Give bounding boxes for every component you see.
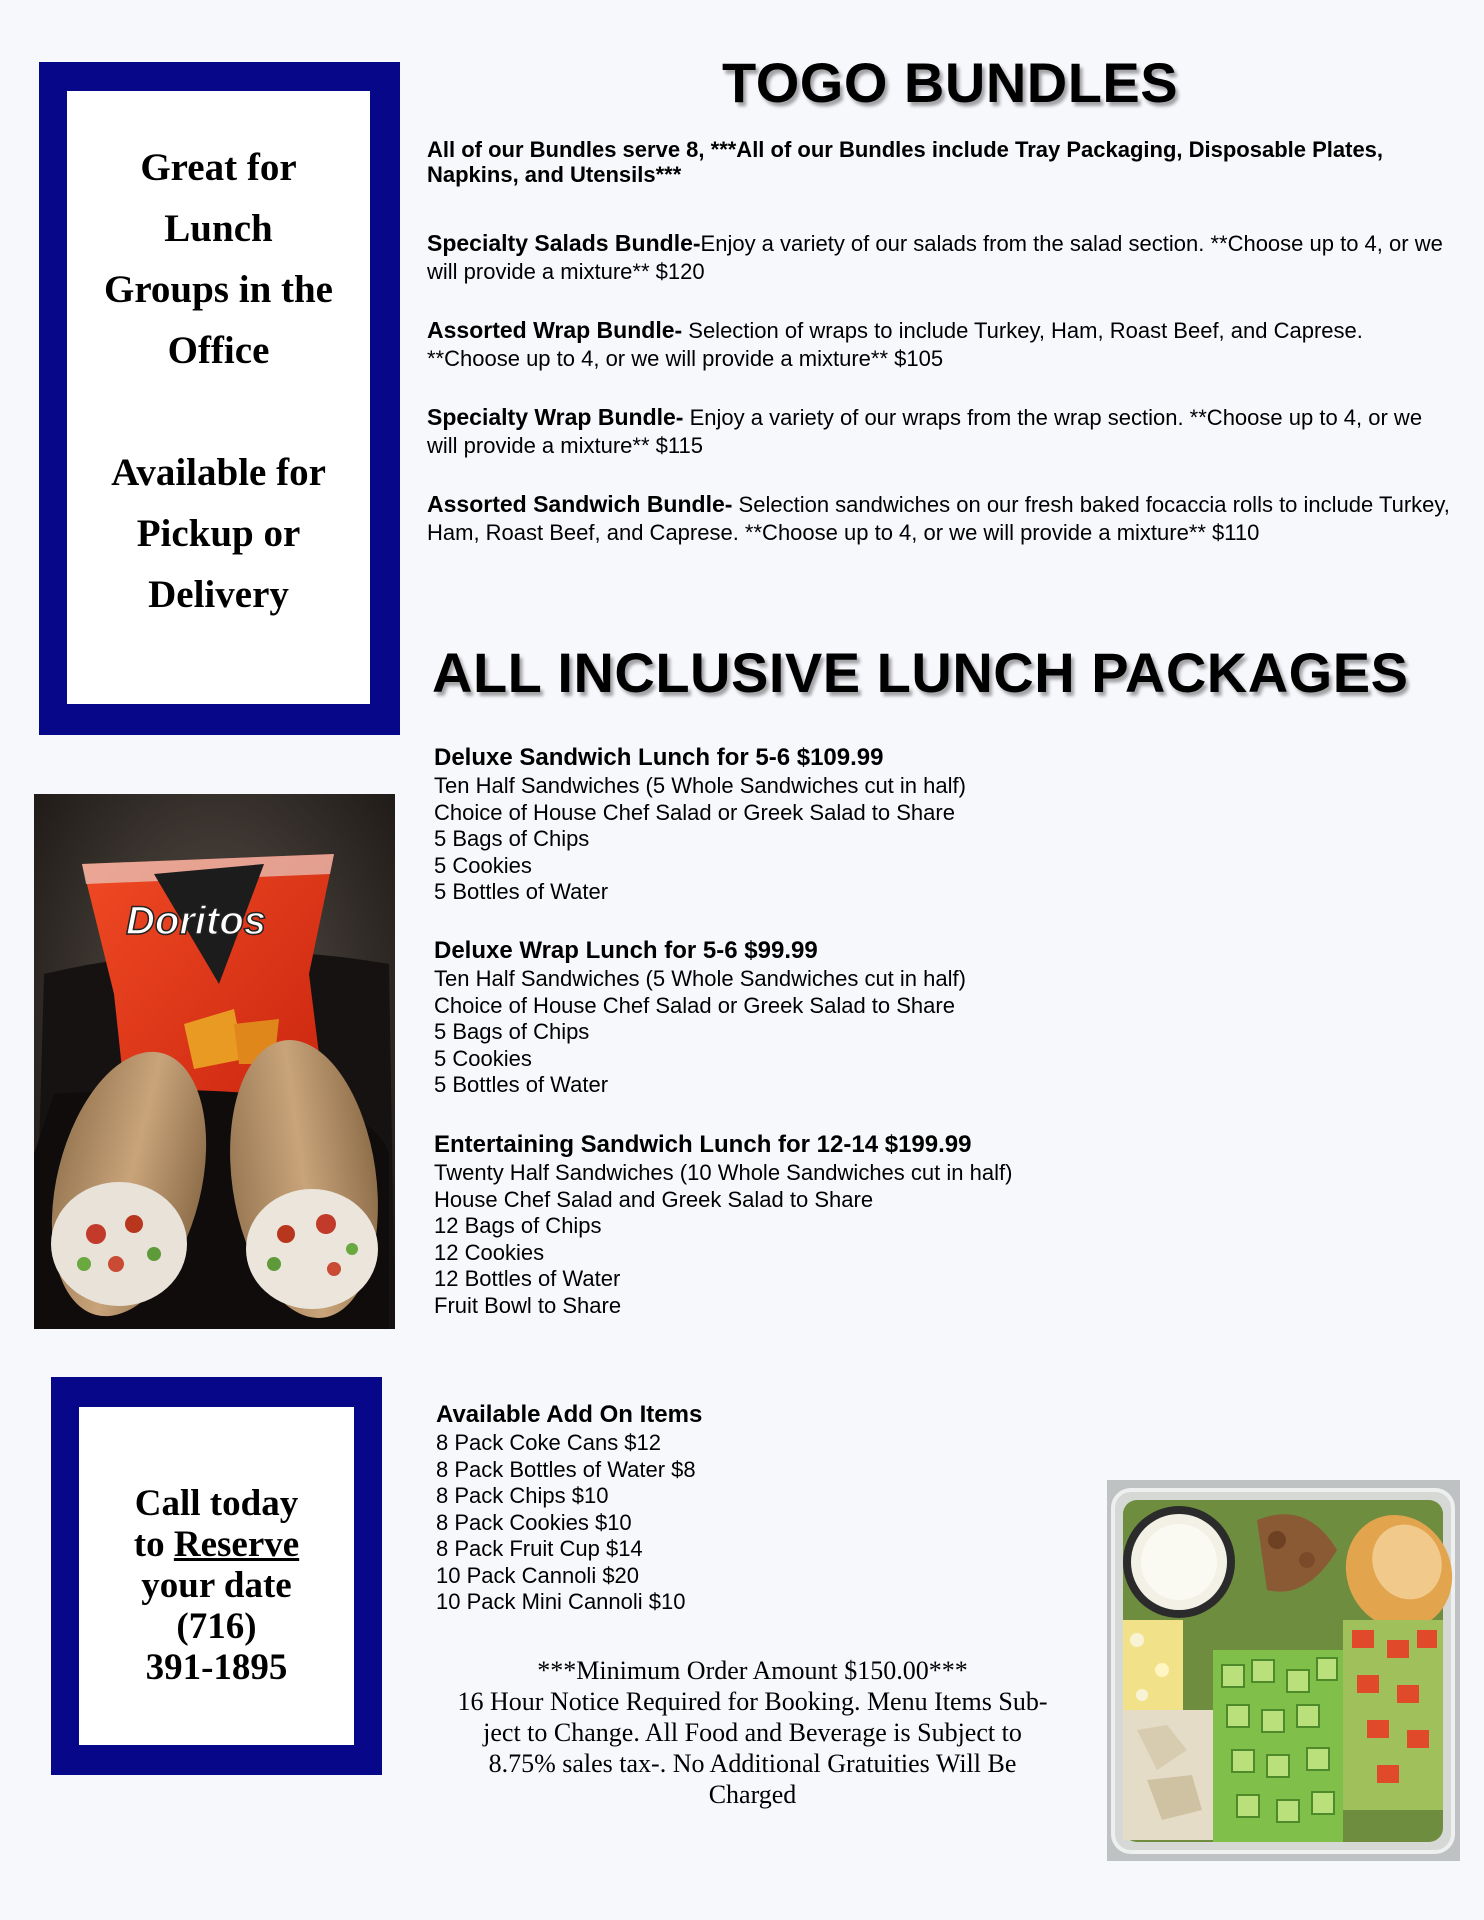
bundle-name: Assorted Sandwich Bundle- xyxy=(427,491,733,517)
promo-line: Office xyxy=(167,329,270,372)
package-line: 5 Bottles of Water xyxy=(434,1072,609,1097)
package-line: Choice of House Chef Salad or Greek Salad to Share xyxy=(434,992,955,1018)
call-line: your date xyxy=(141,1565,292,1606)
promo-box-bottom-inner xyxy=(79,1407,354,1745)
promo-line: Great for xyxy=(140,146,297,189)
package-title: Deluxe Sandwich Lunch for 5-6 $109.99 xyxy=(434,744,884,771)
bundle-item xyxy=(427,316,1455,373)
wraps-and-chips-illustration xyxy=(34,794,395,1329)
call-line: Call today xyxy=(134,1483,299,1524)
bundle-desc: Enjoy a variety of our wraps from the wrap section. **Choose up to 4, or we will provide a mixture** $115 xyxy=(427,405,1423,458)
lunch-package xyxy=(434,743,1054,906)
promo-line: Lunch xyxy=(164,207,273,250)
package-line: 5 Bags of Chips xyxy=(434,826,590,851)
promo-box-top-inner xyxy=(67,91,370,704)
bundle-desc: Enjoy a variety of our salads from the salad section. **Choose up to 4, or we will provide a mixture** $120 xyxy=(427,231,1443,284)
package-line: 5 Bags of Chips xyxy=(434,1019,590,1044)
add-on-line: 8 Pack Chips $10 xyxy=(436,1483,609,1508)
bundle-name: Assorted Wrap Bundle- xyxy=(427,317,683,343)
phone-area-code: (716) xyxy=(176,1606,257,1647)
package-line: 5 Bottles of Water xyxy=(434,879,609,904)
notice-line: ***Minimum Order Amount $150.00*** xyxy=(537,1656,968,1685)
cobb-salad-photo xyxy=(1107,1480,1460,1861)
bundle-name: Specialty Wrap Bundle- xyxy=(427,404,684,430)
wraps-and-chips-photo xyxy=(34,794,395,1329)
package-line: 12 Cookies xyxy=(434,1239,545,1265)
reserve-underlined: Reserve xyxy=(173,1524,300,1565)
bundles-intro: All of our Bundles serve 8, ***All of our Bundles include Tray Packaging, Disposable Plates, Napkins, and Utensils*** xyxy=(427,137,1384,187)
add-on-items xyxy=(436,1400,936,1616)
package-line: Fruit Bowl to Share xyxy=(434,1292,622,1318)
add-on-line: 8 Pack Bottles of Water $8 xyxy=(436,1456,696,1482)
lunch-packages-heading: ALL INCLUSIVE LUNCH PACKAGES xyxy=(432,641,1409,704)
order-notice xyxy=(420,1655,1085,1810)
lunch-package xyxy=(434,1130,1054,1319)
promo-line: Delivery xyxy=(148,573,289,616)
cobb-salad-illustration xyxy=(1107,1480,1460,1861)
bundle-item xyxy=(427,490,1455,547)
bundle-desc: Selection sandwiches on our fresh baked focaccia rolls to include Turkey, Ham, Roast Beef, and Caprese. **Choose up to 4, or we will provide a mixture** $110 xyxy=(427,492,1450,545)
package-line: Choice of House Chef Salad or Greek Salad to Share xyxy=(434,799,955,825)
package-line: 5 Cookies xyxy=(434,852,532,878)
add-on-line: 8 Pack Cookies $10 xyxy=(436,1509,632,1535)
add-on-title: Available Add On Items xyxy=(436,1401,703,1428)
lunch-package xyxy=(434,936,1054,1099)
bag-brand-text: Doritos xyxy=(126,899,266,943)
bundle-desc: Selection of wraps to include Turkey, Ham, Roast Beef, and Caprese. **Choose up to 4, or we will provide a mixture** $105 xyxy=(427,318,1363,371)
package-title: Entertaining Sandwich Lunch for 12-14 $199.99 xyxy=(434,1131,972,1158)
add-on-line: 10 Pack Mini Cannoli $10 xyxy=(436,1589,686,1614)
add-on-line: 8 Pack Fruit Cup $14 xyxy=(436,1536,643,1561)
call-line: to Reserve xyxy=(133,1524,300,1565)
promo-line: Groups in the xyxy=(103,268,333,311)
package-line: 12 Bottles of Water xyxy=(434,1266,621,1291)
add-on-line: 10 Pack Cannoli $20 xyxy=(436,1562,640,1588)
notice-line: 16 Hour Notice Required for Booking. Menu Items Sub- xyxy=(457,1687,1048,1716)
promo-line: Available for xyxy=(111,451,326,494)
notice-line: Charged xyxy=(708,1780,797,1809)
package-title: Deluxe Wrap Lunch for 5-6 $99.99 xyxy=(434,937,818,964)
promo-line: Pickup or xyxy=(136,512,301,555)
promo-box-bottom xyxy=(51,1377,382,1775)
package-line: Ten Half Sandwiches (5 Whole Sandwiches cut in half) xyxy=(434,966,966,991)
notice-line: 8.75% sales tax-. No Additional Gratuities Will Be xyxy=(488,1749,1017,1778)
package-line: House Chef Salad and Greek Salad to Share xyxy=(434,1186,874,1212)
bundle-item xyxy=(427,403,1455,460)
promo-box-top xyxy=(39,62,400,735)
notice-line: ject to Change. All Food and Beverage is Subject to xyxy=(483,1718,1022,1747)
bundle-name: Specialty Salads Bundle- xyxy=(427,230,701,256)
package-line: 12 Bags of Chips xyxy=(434,1213,602,1238)
package-line: Ten Half Sandwiches (5 Whole Sandwiches cut in half) xyxy=(434,773,966,798)
package-line: Twenty Half Sandwiches (10 Whole Sandwiches cut in half) xyxy=(434,1160,1013,1185)
togo-bundles-heading: TOGO BUNDLES xyxy=(722,51,1179,114)
add-on-line: 8 Pack Coke Cans $12 xyxy=(436,1430,662,1455)
phone-number: 391-1895 xyxy=(145,1647,288,1688)
package-line: 5 Cookies xyxy=(434,1045,532,1071)
bundle-item xyxy=(427,229,1455,286)
